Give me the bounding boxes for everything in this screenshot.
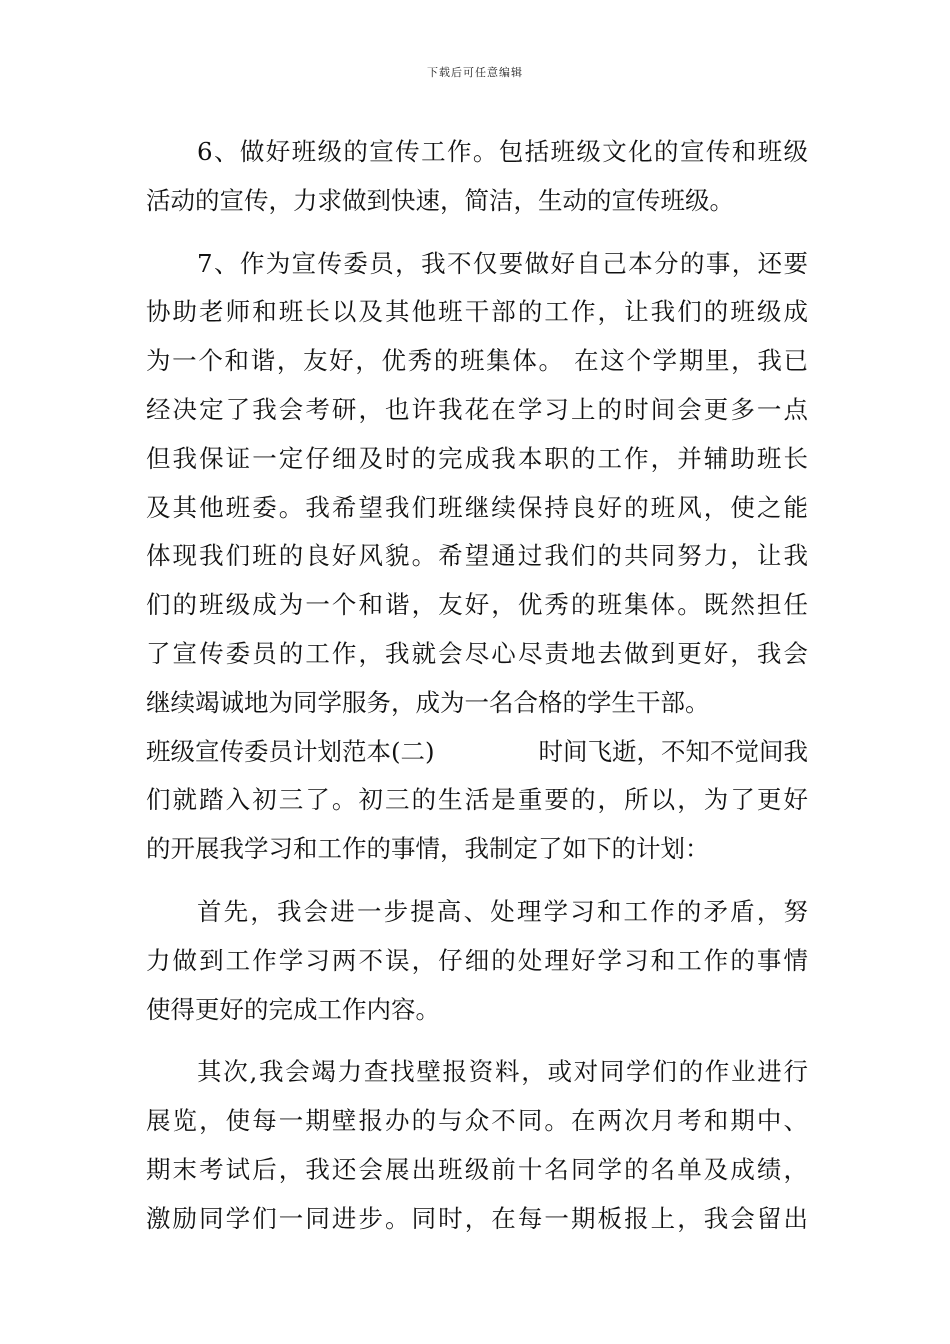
- paragraph-first: [146, 888, 808, 1034]
- paragraph-gap: [146, 1034, 808, 1048]
- text-line: 继续竭诚地为同学服务，成为一名合格的学生干部。: [146, 687, 710, 717]
- text-line: 们的班级成为一个和谐，友好，优秀的班集体。既然担任: [146, 590, 808, 620]
- document-body: [146, 128, 808, 1244]
- text-line: 的开展我学习和工作的事情，我制定了如下的计划：: [146, 834, 710, 864]
- section-two: [146, 728, 808, 874]
- paragraph-second: [146, 1048, 808, 1243]
- page-header: 下载后可任意编辑: [427, 66, 523, 79]
- text-line-continuation: 时间飞逝，不知不觉间我: [538, 736, 808, 766]
- text-line: 协助老师和班长以及其他班干部的工作，让我们的班级成: [146, 297, 808, 327]
- text-line: 及其他班委。我希望我们班继续保持良好的班风，使之能: [146, 492, 808, 522]
- text-line: 力做到工作学习两不误，仔细的处理好学习和工作的事情: [146, 945, 808, 975]
- text-line: 激励同学们一同进步。同时，在每一期板报上，我会留出: [146, 1203, 808, 1233]
- text-line: 展览，使每一期壁报办的与众不同。在两次月考和期中、: [146, 1106, 808, 1136]
- paragraph-item-6: [146, 128, 808, 226]
- text-line: 但我保证一定仔细及时的完成我本职的工作，并辅助班长: [146, 443, 808, 473]
- text-line: 6、做好班级的宣传工作。包括班级文化的宣传和班级: [197, 137, 808, 166]
- text-line: 们就踏入初三了。初三的生活是重要的，所以，为了更好: [146, 785, 808, 815]
- text-line: 其次,我会竭力查找壁报资料，或对同学们的作业进行: [197, 1057, 808, 1087]
- text-line: 7、作为宣传委员，我不仅要做好自己本分的事，还要: [197, 248, 808, 278]
- text-line: 经决定了我会考研，也许我花在学习上的时间会更多一点: [146, 394, 808, 424]
- text-line: 为一个和谐，友好，优秀的班集体。 在这个学期里，我已: [146, 346, 808, 376]
- paragraph-gap: [146, 874, 808, 888]
- text-line: 使得更好的完成工作内容。: [146, 994, 440, 1024]
- section-title: 班级宣传委员计划范本(二): [146, 736, 435, 766]
- text-line: 体现我们班的良好风貌。希望通过我们的共同努力，让我: [146, 541, 808, 571]
- text-line: 期末考试后，我还会展出班级前十名同学的名单及成绩，: [146, 1154, 808, 1184]
- paragraph-item-7: [146, 240, 808, 728]
- text-line: 首先，我会进一步提高、处理学习和工作的矛盾，努: [197, 896, 808, 926]
- text-line: 了宣传委员的工作，我就会尽心尽责地去做到更好，我会: [146, 638, 808, 668]
- section-title-line: [146, 728, 808, 777]
- text-line: 活动的宣传，力求做到快速，简洁，生动的宣传班级。: [146, 185, 734, 215]
- paragraph-gap: [146, 226, 808, 240]
